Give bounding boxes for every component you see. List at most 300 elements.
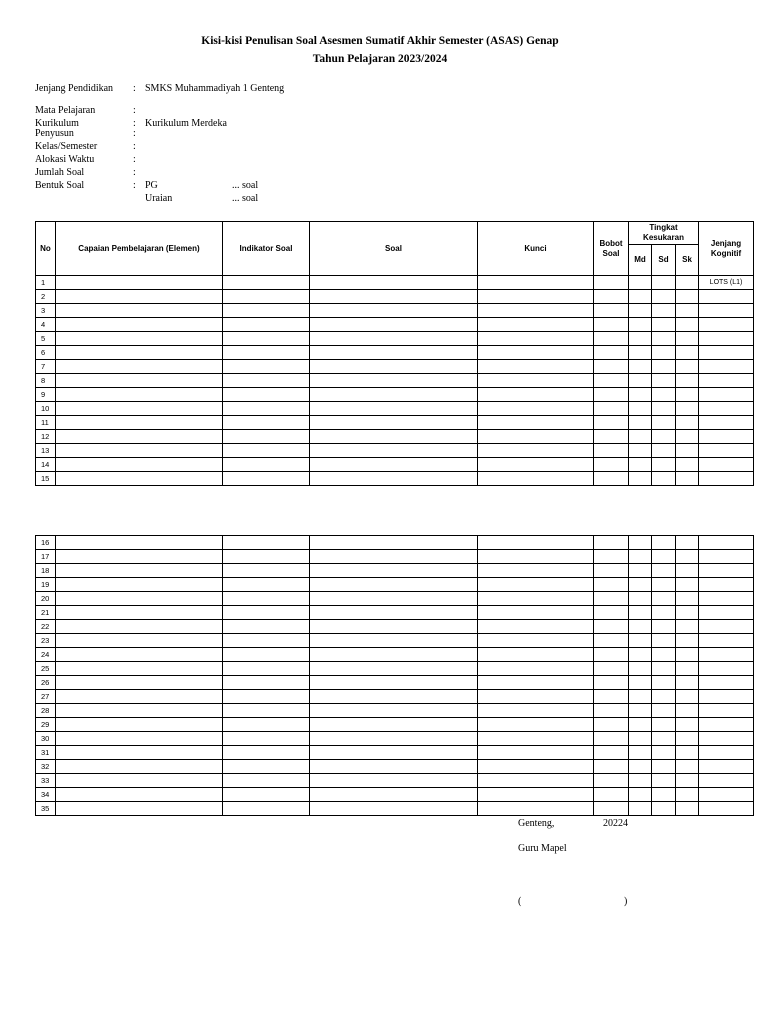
- kisi-kisi-table-part1: [35, 221, 754, 486]
- table-row: [36, 592, 754, 606]
- info-value: PG: [145, 180, 158, 191]
- table-cell: [594, 760, 629, 774]
- table-cell: [676, 430, 699, 444]
- row-number: 33: [36, 774, 56, 788]
- jenjang-kognitif-cell: [699, 388, 754, 402]
- table-cell: [629, 290, 652, 304]
- table-row: [36, 536, 754, 550]
- table-cell: [652, 690, 676, 704]
- table-cell: [223, 564, 310, 578]
- table-cell: [629, 648, 652, 662]
- jenjang-kognitif-cell: [699, 592, 754, 606]
- table-cell: [652, 662, 676, 676]
- table-row: [36, 430, 754, 444]
- table-cell: [223, 662, 310, 676]
- table-cell: [652, 276, 676, 290]
- jenjang-kognitif-cell: [699, 704, 754, 718]
- table-cell: [594, 304, 629, 318]
- table-cell: [594, 430, 629, 444]
- table-cell: [594, 458, 629, 472]
- table-cell: [56, 416, 223, 430]
- header-indikator: Indikator Soal: [223, 222, 310, 276]
- header-jenjang-label: Jenjang Kognitif: [710, 238, 742, 258]
- table-cell: [676, 718, 699, 732]
- table-row: [36, 690, 754, 704]
- table-cell: [652, 550, 676, 564]
- table-row: [36, 346, 754, 360]
- table-cell: [594, 746, 629, 760]
- table-cell: [629, 578, 652, 592]
- table-cell: [629, 802, 652, 816]
- jenjang-kognitif-cell: [699, 304, 754, 318]
- jenjang-kognitif-cell: [699, 746, 754, 760]
- table-cell: [594, 360, 629, 374]
- info-colon: :: [133, 118, 136, 129]
- table-cell: [310, 718, 478, 732]
- table-cell: [478, 402, 594, 416]
- table-cell: [223, 388, 310, 402]
- row-number: 4: [36, 318, 56, 332]
- table-row: [36, 304, 754, 318]
- table-row: [36, 774, 754, 788]
- jenjang-kognitif-cell: [699, 718, 754, 732]
- jenjang-kognitif-cell: [699, 634, 754, 648]
- row-number: 9: [36, 388, 56, 402]
- table-cell: [478, 290, 594, 304]
- jenjang-kognitif-cell: [699, 760, 754, 774]
- table-row: [36, 374, 754, 388]
- table-cell: [629, 550, 652, 564]
- table-cell: [223, 290, 310, 304]
- table-cell: [56, 592, 223, 606]
- table-cell: [478, 360, 594, 374]
- row-number: 27: [36, 690, 56, 704]
- table-cell: [310, 472, 478, 486]
- table-cell: [629, 472, 652, 486]
- table-cell: [223, 788, 310, 802]
- table-cell: [223, 536, 310, 550]
- jenjang-kognitif-cell: [699, 444, 754, 458]
- table-cell: [478, 788, 594, 802]
- table-cell: [652, 676, 676, 690]
- table-cell: [594, 332, 629, 346]
- row-number: 28: [36, 704, 56, 718]
- jenjang-kognitif-cell: [699, 662, 754, 676]
- table-cell: [310, 564, 478, 578]
- table-cell: [56, 332, 223, 346]
- jenjang-kognitif-cell: [699, 290, 754, 304]
- header-md: Md: [629, 245, 652, 276]
- table-row: [36, 704, 754, 718]
- table-cell: [478, 472, 594, 486]
- table-cell: [56, 318, 223, 332]
- header-sd: Sd: [652, 245, 676, 276]
- table-cell: [594, 704, 629, 718]
- table-cell: [310, 332, 478, 346]
- table-cell: [629, 788, 652, 802]
- table-cell: [223, 732, 310, 746]
- table-cell: [676, 620, 699, 634]
- table-cell: [478, 746, 594, 760]
- table-cell: [676, 592, 699, 606]
- row-number: 18: [36, 564, 56, 578]
- table-cell: [676, 444, 699, 458]
- table-cell: [676, 416, 699, 430]
- table-cell: [652, 388, 676, 402]
- table-cell: [652, 732, 676, 746]
- table-cell: [652, 458, 676, 472]
- table-cell: [594, 788, 629, 802]
- table-cell: [652, 760, 676, 774]
- header-kunci: Kunci: [478, 222, 594, 276]
- table-cell: [478, 802, 594, 816]
- table-cell: [478, 416, 594, 430]
- row-number: 10: [36, 402, 56, 416]
- table-cell: [629, 360, 652, 374]
- info-label: Penyusun: [35, 128, 74, 139]
- table-cell: [594, 318, 629, 332]
- table-cell: [478, 304, 594, 318]
- table-cell: [478, 458, 594, 472]
- info-extra: ... soal: [232, 180, 259, 191]
- table-cell: [223, 606, 310, 620]
- table-cell: [676, 360, 699, 374]
- table-cell: [310, 290, 478, 304]
- row-number: 7: [36, 360, 56, 374]
- row-number: 24: [36, 648, 56, 662]
- table-cell: [629, 374, 652, 388]
- table-cell: [676, 402, 699, 416]
- table-cell: [676, 550, 699, 564]
- table-cell: [223, 472, 310, 486]
- table-cell: [310, 676, 478, 690]
- info-label: Jumlah Soal: [35, 167, 85, 178]
- table-cell: [629, 458, 652, 472]
- table-cell: [223, 690, 310, 704]
- table-cell: [310, 746, 478, 760]
- info-label: Jenjang Pendidikan: [35, 83, 114, 94]
- table-cell: [310, 620, 478, 634]
- table-row: [36, 760, 754, 774]
- table-cell: [676, 536, 699, 550]
- row-number: 19: [36, 578, 56, 592]
- table-cell: [310, 704, 478, 718]
- header-sk: Sk: [676, 245, 699, 276]
- table-cell: [478, 732, 594, 746]
- table-cell: [676, 276, 699, 290]
- table-cell: [652, 430, 676, 444]
- header-bobot-label: Bobot Soal: [599, 238, 623, 258]
- table-cell: [594, 388, 629, 402]
- table-cell: [478, 760, 594, 774]
- footer-year: 20224: [603, 818, 628, 829]
- table-cell: [594, 676, 629, 690]
- table-cell: [56, 774, 223, 788]
- table-cell: [652, 634, 676, 648]
- table-cell: [594, 620, 629, 634]
- table-cell: [56, 536, 223, 550]
- table-row: [36, 634, 754, 648]
- row-number: 21: [36, 606, 56, 620]
- signature-open-paren: (: [518, 896, 522, 907]
- table-cell: [676, 332, 699, 346]
- row-number: 31: [36, 746, 56, 760]
- table-cell: [223, 458, 310, 472]
- table-cell: [629, 318, 652, 332]
- table-cell: [56, 346, 223, 360]
- table-cell: [676, 690, 699, 704]
- table-cell: [652, 564, 676, 578]
- table-cell: [56, 802, 223, 816]
- table-cell: [652, 416, 676, 430]
- table-cell: [629, 592, 652, 606]
- table-cell: [594, 472, 629, 486]
- table-cell: [676, 732, 699, 746]
- table-cell: [223, 774, 310, 788]
- info-value: SMKS Muhammadiyah 1 Genteng: [145, 83, 285, 94]
- table-cell: [652, 402, 676, 416]
- table-cell: [223, 374, 310, 388]
- table-cell: [676, 648, 699, 662]
- table-cell: [652, 704, 676, 718]
- table-cell: [652, 788, 676, 802]
- table-cell: [594, 592, 629, 606]
- table-cell: [310, 802, 478, 816]
- table-cell: [629, 430, 652, 444]
- table-cell: [594, 374, 629, 388]
- info-colon: :: [133, 154, 136, 165]
- row-number: 23: [36, 634, 56, 648]
- header-bobot: [594, 222, 629, 276]
- table-cell: [310, 458, 478, 472]
- table-cell: [310, 662, 478, 676]
- table-cell: [310, 592, 478, 606]
- table-cell: [629, 564, 652, 578]
- table-cell: [652, 318, 676, 332]
- table-cell: [629, 620, 652, 634]
- table-cell: [594, 690, 629, 704]
- table-cell: [594, 634, 629, 648]
- row-number: 20: [36, 592, 56, 606]
- header-capaian: Capaian Pembelajaran (Elemen): [56, 222, 223, 276]
- table-cell: [478, 332, 594, 346]
- jenjang-kognitif-cell: [699, 430, 754, 444]
- table-cell: [223, 444, 310, 458]
- table-cell: [629, 718, 652, 732]
- table-cell: [478, 374, 594, 388]
- table-cell: [56, 676, 223, 690]
- table-cell: [676, 346, 699, 360]
- table-cell: [56, 360, 223, 374]
- table-row: [36, 620, 754, 634]
- info-label: Mata Pelajaran: [35, 105, 96, 116]
- table-cell: [629, 444, 652, 458]
- footer-place: Genteng,: [518, 818, 555, 829]
- table-cell: [56, 550, 223, 564]
- table-cell: [223, 402, 310, 416]
- table-row: [36, 662, 754, 676]
- table-cell: [652, 592, 676, 606]
- table-cell: [594, 648, 629, 662]
- table-cell: [56, 704, 223, 718]
- info-colon: :: [133, 180, 136, 191]
- table-row: [36, 676, 754, 690]
- row-number: 34: [36, 788, 56, 802]
- row-number: 26: [36, 676, 56, 690]
- table-cell: [310, 550, 478, 564]
- table-cell: [223, 620, 310, 634]
- table-row: [36, 318, 754, 332]
- jenjang-kognitif-cell: [699, 374, 754, 388]
- jenjang-kognitif-cell: [699, 360, 754, 374]
- jenjang-kognitif-cell: [699, 536, 754, 550]
- jenjang-kognitif-cell: [699, 690, 754, 704]
- table-cell: [310, 318, 478, 332]
- document-title: Kisi-kisi Penulisan Soal Asesmen Sumatif Akhir Semester (ASAS) Genap: [201, 35, 559, 47]
- table-cell: [478, 662, 594, 676]
- table-cell: [223, 802, 310, 816]
- table-cell: [594, 276, 629, 290]
- table-cell: [310, 634, 478, 648]
- jenjang-kognitif-cell: [699, 802, 754, 816]
- jenjang-kognitif-cell: [699, 774, 754, 788]
- table-cell: [223, 648, 310, 662]
- table-cell: [56, 388, 223, 402]
- table-row: [36, 472, 754, 486]
- info-colon: :: [133, 83, 136, 94]
- table-cell: [676, 578, 699, 592]
- table-cell: [478, 550, 594, 564]
- table-cell: [652, 802, 676, 816]
- table-cell: [594, 578, 629, 592]
- header-soal: Soal: [310, 222, 478, 276]
- table-cell: [223, 704, 310, 718]
- table-cell: [594, 802, 629, 816]
- table-cell: [478, 430, 594, 444]
- table-row: [36, 564, 754, 578]
- table-cell: [478, 648, 594, 662]
- table-cell: [478, 704, 594, 718]
- info-value: Kurikulum Merdeka: [145, 118, 227, 129]
- table-cell: [652, 360, 676, 374]
- table-cell: [629, 388, 652, 402]
- kisi-kisi-table-part2: [35, 535, 754, 816]
- table-cell: [629, 402, 652, 416]
- row-number: 14: [36, 458, 56, 472]
- table-cell: [652, 648, 676, 662]
- row-number: 12: [36, 430, 56, 444]
- table-cell: [310, 444, 478, 458]
- table-cell: [629, 634, 652, 648]
- table-cell: [676, 676, 699, 690]
- table-row: [36, 332, 754, 346]
- table-cell: [676, 662, 699, 676]
- table-cell: [310, 732, 478, 746]
- table-cell: [594, 550, 629, 564]
- table-cell: [629, 346, 652, 360]
- table-cell: [652, 578, 676, 592]
- table-cell: [629, 774, 652, 788]
- table-cell: [478, 690, 594, 704]
- table-cell: [223, 592, 310, 606]
- table-cell: [56, 402, 223, 416]
- table-cell: [478, 774, 594, 788]
- row-number: 8: [36, 374, 56, 388]
- table-cell: [223, 718, 310, 732]
- table-cell: [478, 592, 594, 606]
- table-cell: [676, 304, 699, 318]
- table-cell: [652, 620, 676, 634]
- row-number: 11: [36, 416, 56, 430]
- table-cell: [223, 760, 310, 774]
- info-colon: :: [133, 141, 136, 152]
- row-number: 29: [36, 718, 56, 732]
- jenjang-kognitif-cell: LOTS (L1): [699, 276, 754, 290]
- table-cell: [594, 444, 629, 458]
- footer-role: Guru Mapel: [518, 843, 567, 854]
- table-cell: [56, 374, 223, 388]
- table-cell: [310, 402, 478, 416]
- table-cell: [56, 276, 223, 290]
- table-cell: [56, 444, 223, 458]
- table-cell: [223, 416, 310, 430]
- table-cell: [478, 606, 594, 620]
- table-cell: [629, 662, 652, 676]
- table-cell: [652, 444, 676, 458]
- jenjang-kognitif-cell: [699, 346, 754, 360]
- table-cell: [629, 304, 652, 318]
- table-cell: [223, 634, 310, 648]
- row-number: 15: [36, 472, 56, 486]
- table-cell: [478, 676, 594, 690]
- table-cell: [676, 704, 699, 718]
- table-cell: [310, 416, 478, 430]
- table-cell: [310, 346, 478, 360]
- table-cell: [56, 690, 223, 704]
- table-cell: [56, 732, 223, 746]
- table-cell: [652, 290, 676, 304]
- table-cell: [310, 360, 478, 374]
- table-cell: [676, 634, 699, 648]
- jenjang-kognitif-cell: [699, 578, 754, 592]
- table-cell: [223, 318, 310, 332]
- table-cell: [478, 276, 594, 290]
- table-cell: [478, 444, 594, 458]
- table-cell: [56, 304, 223, 318]
- table-cell: [676, 788, 699, 802]
- table-cell: [652, 346, 676, 360]
- table-row: [36, 388, 754, 402]
- row-number: 16: [36, 536, 56, 550]
- table-cell: [652, 774, 676, 788]
- info-colon: :: [133, 105, 136, 116]
- table-cell: [594, 416, 629, 430]
- row-number: 6: [36, 346, 56, 360]
- table-cell: [56, 788, 223, 802]
- table-cell: [676, 774, 699, 788]
- table-cell: [629, 676, 652, 690]
- table-cell: [676, 388, 699, 402]
- jenjang-kognitif-cell: [699, 564, 754, 578]
- info-label: Kelas/Semester: [35, 141, 98, 152]
- header-jenjang: [699, 222, 754, 276]
- table-cell: [310, 690, 478, 704]
- table-cell: [629, 276, 652, 290]
- table-cell: [223, 550, 310, 564]
- table-cell: [223, 746, 310, 760]
- table-row: [36, 276, 754, 290]
- table-cell: [676, 472, 699, 486]
